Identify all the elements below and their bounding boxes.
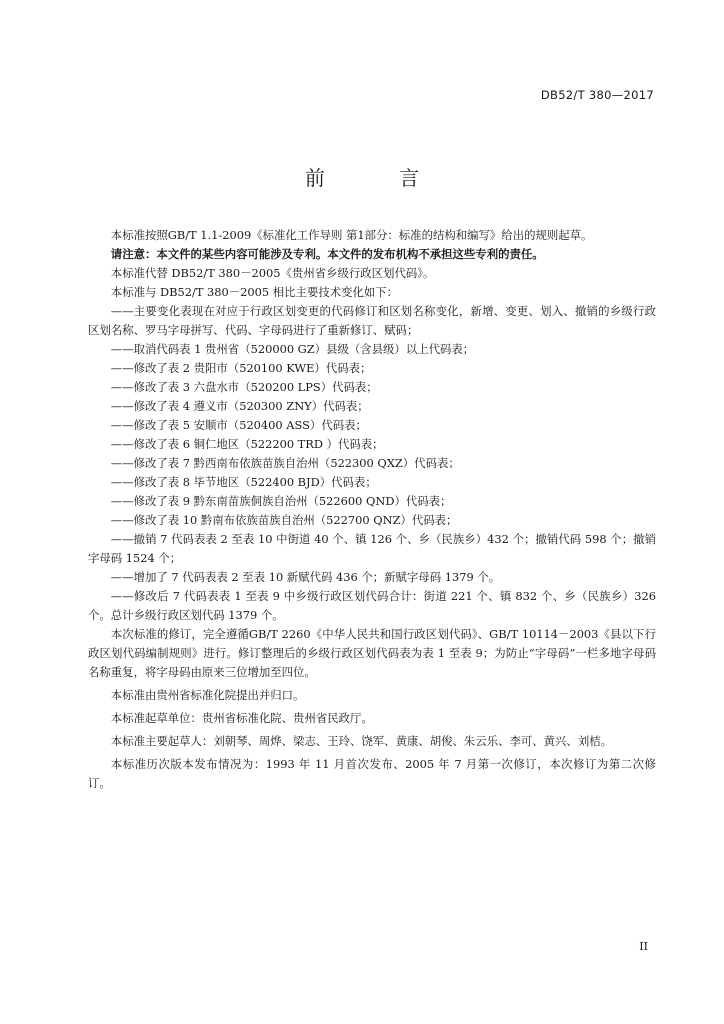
change-item: ——修改了表 5 安顺市（520400 ASS）代码表；: [110, 418, 367, 432]
change-item: ——撤销 7 代码表表 2 至表 10 中街道 40 个、镇 126 个、乡（民族乡）432 个；撤销代码 598 个；撤销字母码 1524 个；: [88, 532, 656, 565]
paragraph-proposer: 本标准由贵州省标准化院提出并归口。: [110, 688, 305, 702]
change-item: ——修改了表 2 贵阳市（520100 KWE）代码表；: [110, 361, 372, 375]
change-item: ——修改了表 3 六盘水市（520200 LPS）代码表；: [110, 380, 378, 394]
paragraph-revision-basis: 本次标准的修订，完全遵循GB/T 2260《中华人民共和国行政区划代码》、GB/T 10114－2003《县以下行政区划代码编制规则》进行。修订整理后的乡级行政区划代码表为表 1 至表 9；为防止“字母码”一栏多地字母码名称重复，将字母码由原来三位增加至四位。: [88, 627, 656, 679]
change-item: ——修改了表 4 遵义市（520300 ZNY）代码表；: [110, 399, 369, 413]
paragraph-drafting-rules: 本标准按照GB/T 1.1-2009《标准化工作导则 第1部分：标准的结构和编写》给出的规则起草。: [110, 228, 593, 242]
change-item: ——修改了表 6 铜仁地区（522200 TRD ）代码表；: [110, 437, 384, 451]
change-item: ——修改了表 9 黔东南苗族侗族自治州（522600 QND）代码表；: [110, 494, 452, 508]
change-item: ——修改后 7 代码表表 1 至表 9 中乡级行政区划代码合计：街道 221 个、镇 832 个、乡（民族乡）326 个。总计乡级行政区划代码 1379 个。: [88, 589, 656, 622]
change-item: ——修改了表 10 黔南布依族苗族自治州（522700 QNZ）代码表；: [110, 513, 458, 527]
page-title: 前 言: [304, 166, 454, 190]
change-item: ——增加了 7 代码表表 2 至表 10 新赋代码 436 个；新赋字母码 1379 个。: [110, 570, 501, 584]
paragraph-replaces: 本标准代替 DB52/T 380－2005《贵州省乡级行政区划代码》。: [110, 266, 435, 280]
page-number: II: [639, 940, 648, 953]
change-item: ——主要变化表现在对应于行政区划变更的代码修订和区划名称变化，新增、变更、划入、撤销的乡级行政区划名称、罗马字母拼写、代码、字母码进行了重新修订、赋码；: [88, 304, 656, 337]
standard-code: DB52/T 380—2017: [540, 88, 654, 102]
change-item: ——修改了表 8 毕节地区（522400 BJD）代码表；: [110, 475, 377, 489]
change-item: ——取消代码表 1 贵州省（520000 GZ）县级（含县级）以上代码表；: [110, 342, 475, 356]
foreword-body: [88, 226, 656, 793]
change-item: ——修改了表 7 黔西南布依族苗族自治州（522300 QXZ）代码表；: [110, 456, 460, 470]
paragraph-version-history: 本标准历次版本发布情况为：1993 年 11 月首次发布、2005 年 7 月第一次修订，本次修订为第二次修订。: [88, 757, 656, 790]
paragraph-changes-intro: 本标准与 DB52/T 380－2005 相比主要技术变化如下：: [110, 285, 399, 299]
paragraph-drafting-unit: 本标准起草单位：贵州省标准化院、贵州省民政厅。: [110, 711, 373, 725]
paragraph-patent-notice: 请注意：本文件的某些内容可能涉及专利。本文件的发布机构不承担这些专利的责任。: [110, 247, 544, 261]
paragraph-drafters: 本标准主要起草人：刘朝琴、周烨、梁志、王玲、饶军、黄康、胡俊、朱云乐、李可、黄兴、刘桔。: [110, 734, 612, 748]
